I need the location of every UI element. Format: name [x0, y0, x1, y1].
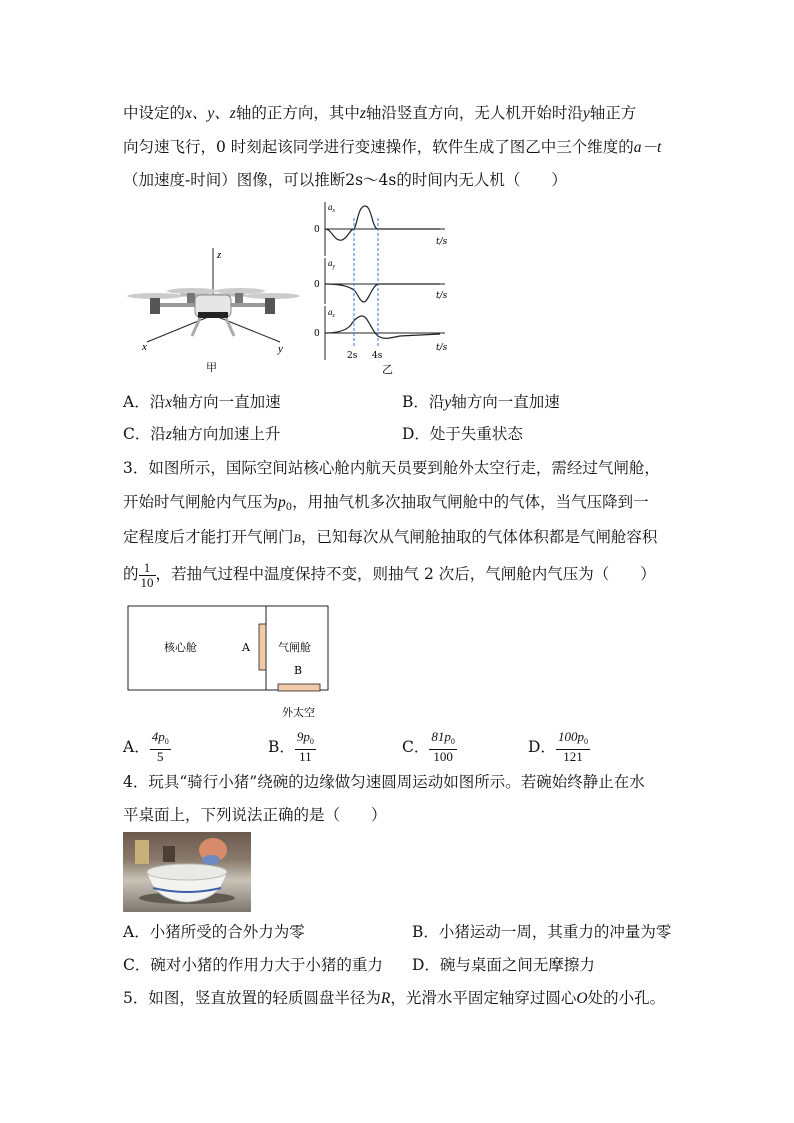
zero-label-y: 0 — [314, 280, 320, 290]
ax-label: $a_x$ — [328, 202, 336, 214]
tick-4s: 4s — [372, 351, 383, 361]
door-b-label: B — [294, 664, 303, 677]
q2-at: a－t — [633, 139, 662, 156]
q3-line-1: 3．如图所示，国际空间站核心舱内航天员要到舱外太空行走，需经过气闸舱， — [123, 459, 660, 477]
q4-option-d: D．碗与桌面之间无摩擦力 — [412, 956, 595, 974]
q4-line-1: 4．玩具“骑行小猪”绕碗的边缘做匀速圆周运动如图所示。若碗始终静止在水 — [123, 773, 645, 791]
q2-line-2 — [123, 137, 661, 158]
q2-option-d: D．处于失重状态 — [402, 425, 523, 443]
core-module-label: 核心舱 — [164, 641, 197, 654]
q2-option-b: B．沿y轴方向一直加速 — [402, 393, 560, 411]
q2-text: 轴正方 — [589, 104, 637, 122]
q3-line-2: 开始时气闸舱内气压为$p_0$，用抽气机多次抽取气闸舱中的气体，当气压降到一 — [123, 493, 649, 513]
q4-line-2: 平桌面上，下列说法正确的是（ ） — [123, 806, 387, 824]
q2-text: 轴沿竖直方向，无人机开始时沿 — [365, 104, 583, 122]
q2-text: （加速度-时间）图像，可以推断2s～4s的时间内无人机（ ） — [123, 171, 567, 189]
zero-label-z: 0 — [314, 329, 320, 339]
ay-label: $a_y$ — [328, 258, 336, 270]
axis-y-label: y — [278, 343, 283, 355]
q3-line-3: 定程度后才能打开气闸门B，已知每次从气闸舱抽取的气体体积都是气闸舱容积 — [123, 528, 658, 546]
at-graphs-figure — [310, 198, 460, 378]
q3-line-4: 的 $\frac{1}{10}$ ，若抽气过程中温度保持不变，则抽气 2 次后，气闸舱内气压为（ ） — [123, 559, 656, 590]
bowl-piglet-photo — [123, 832, 251, 912]
tick-2s: 2s — [347, 351, 358, 361]
outer-space-label: 外太空 — [282, 706, 315, 719]
q5-line-1: 5．如图，竖直放置的轻质圆盘半径为R，光滑水平固定轴穿过圆心O处的小孔。 — [123, 989, 666, 1007]
t-label-y: t/s — [436, 291, 448, 301]
q2-axes: x、y、z — [185, 105, 236, 122]
axis-z-label: z — [217, 249, 222, 261]
q3-option-b: B． $\frac{9p_0}{11}$ — [268, 729, 314, 764]
q2-text: 向匀速飞行，0 时刻起该同学进行变速操作，软件生成了图乙中三个维度的 — [123, 138, 634, 156]
door-a-label: A — [242, 641, 250, 654]
q3-option-d: D． $\frac{100p_0}{121}$ — [528, 729, 588, 764]
q3-option-a: A． $\frac{4p_0}{5}$ — [123, 729, 169, 764]
az-label: $a_z$ — [328, 307, 335, 319]
zero-label-x: 0 — [314, 225, 320, 235]
q4-option-c: C．碗对小猪的作用力大于小猪的重力 — [123, 956, 383, 974]
q3-fraction: $\frac{1}{10}$ — [140, 559, 154, 590]
fig-yi-caption: 乙 — [382, 363, 393, 376]
q2-option-c: C．沿z轴方向加速上升 — [123, 425, 281, 443]
axis-x-label: x — [142, 341, 147, 353]
q2-var-z: z — [359, 105, 366, 122]
t-label-x: t/s — [436, 237, 448, 247]
q2-option-a: A．沿x轴方向一直加速 — [123, 393, 281, 411]
q4-option-b: B．小猪运动一周，其重力的冲量为零 — [412, 923, 672, 941]
q4-option-a: A．小猪所受的合外力为零 — [123, 923, 305, 941]
q2-line-3 — [123, 170, 567, 190]
drone-figure — [120, 240, 305, 375]
airlock-label: 气闸舱 — [278, 641, 311, 654]
q3-option-c: C． $\frac{81p_0}{100}$ — [402, 729, 455, 764]
q2-text: 中设定的 — [123, 104, 186, 122]
fig-jia-caption: 甲 — [206, 361, 217, 374]
airlock-figure — [120, 604, 340, 724]
t-label-z: t/s — [436, 343, 448, 353]
q2-var-y: y — [582, 105, 590, 122]
q2-text: 轴的正方向，其中 — [235, 104, 360, 122]
q2-line-1 — [123, 103, 636, 124]
